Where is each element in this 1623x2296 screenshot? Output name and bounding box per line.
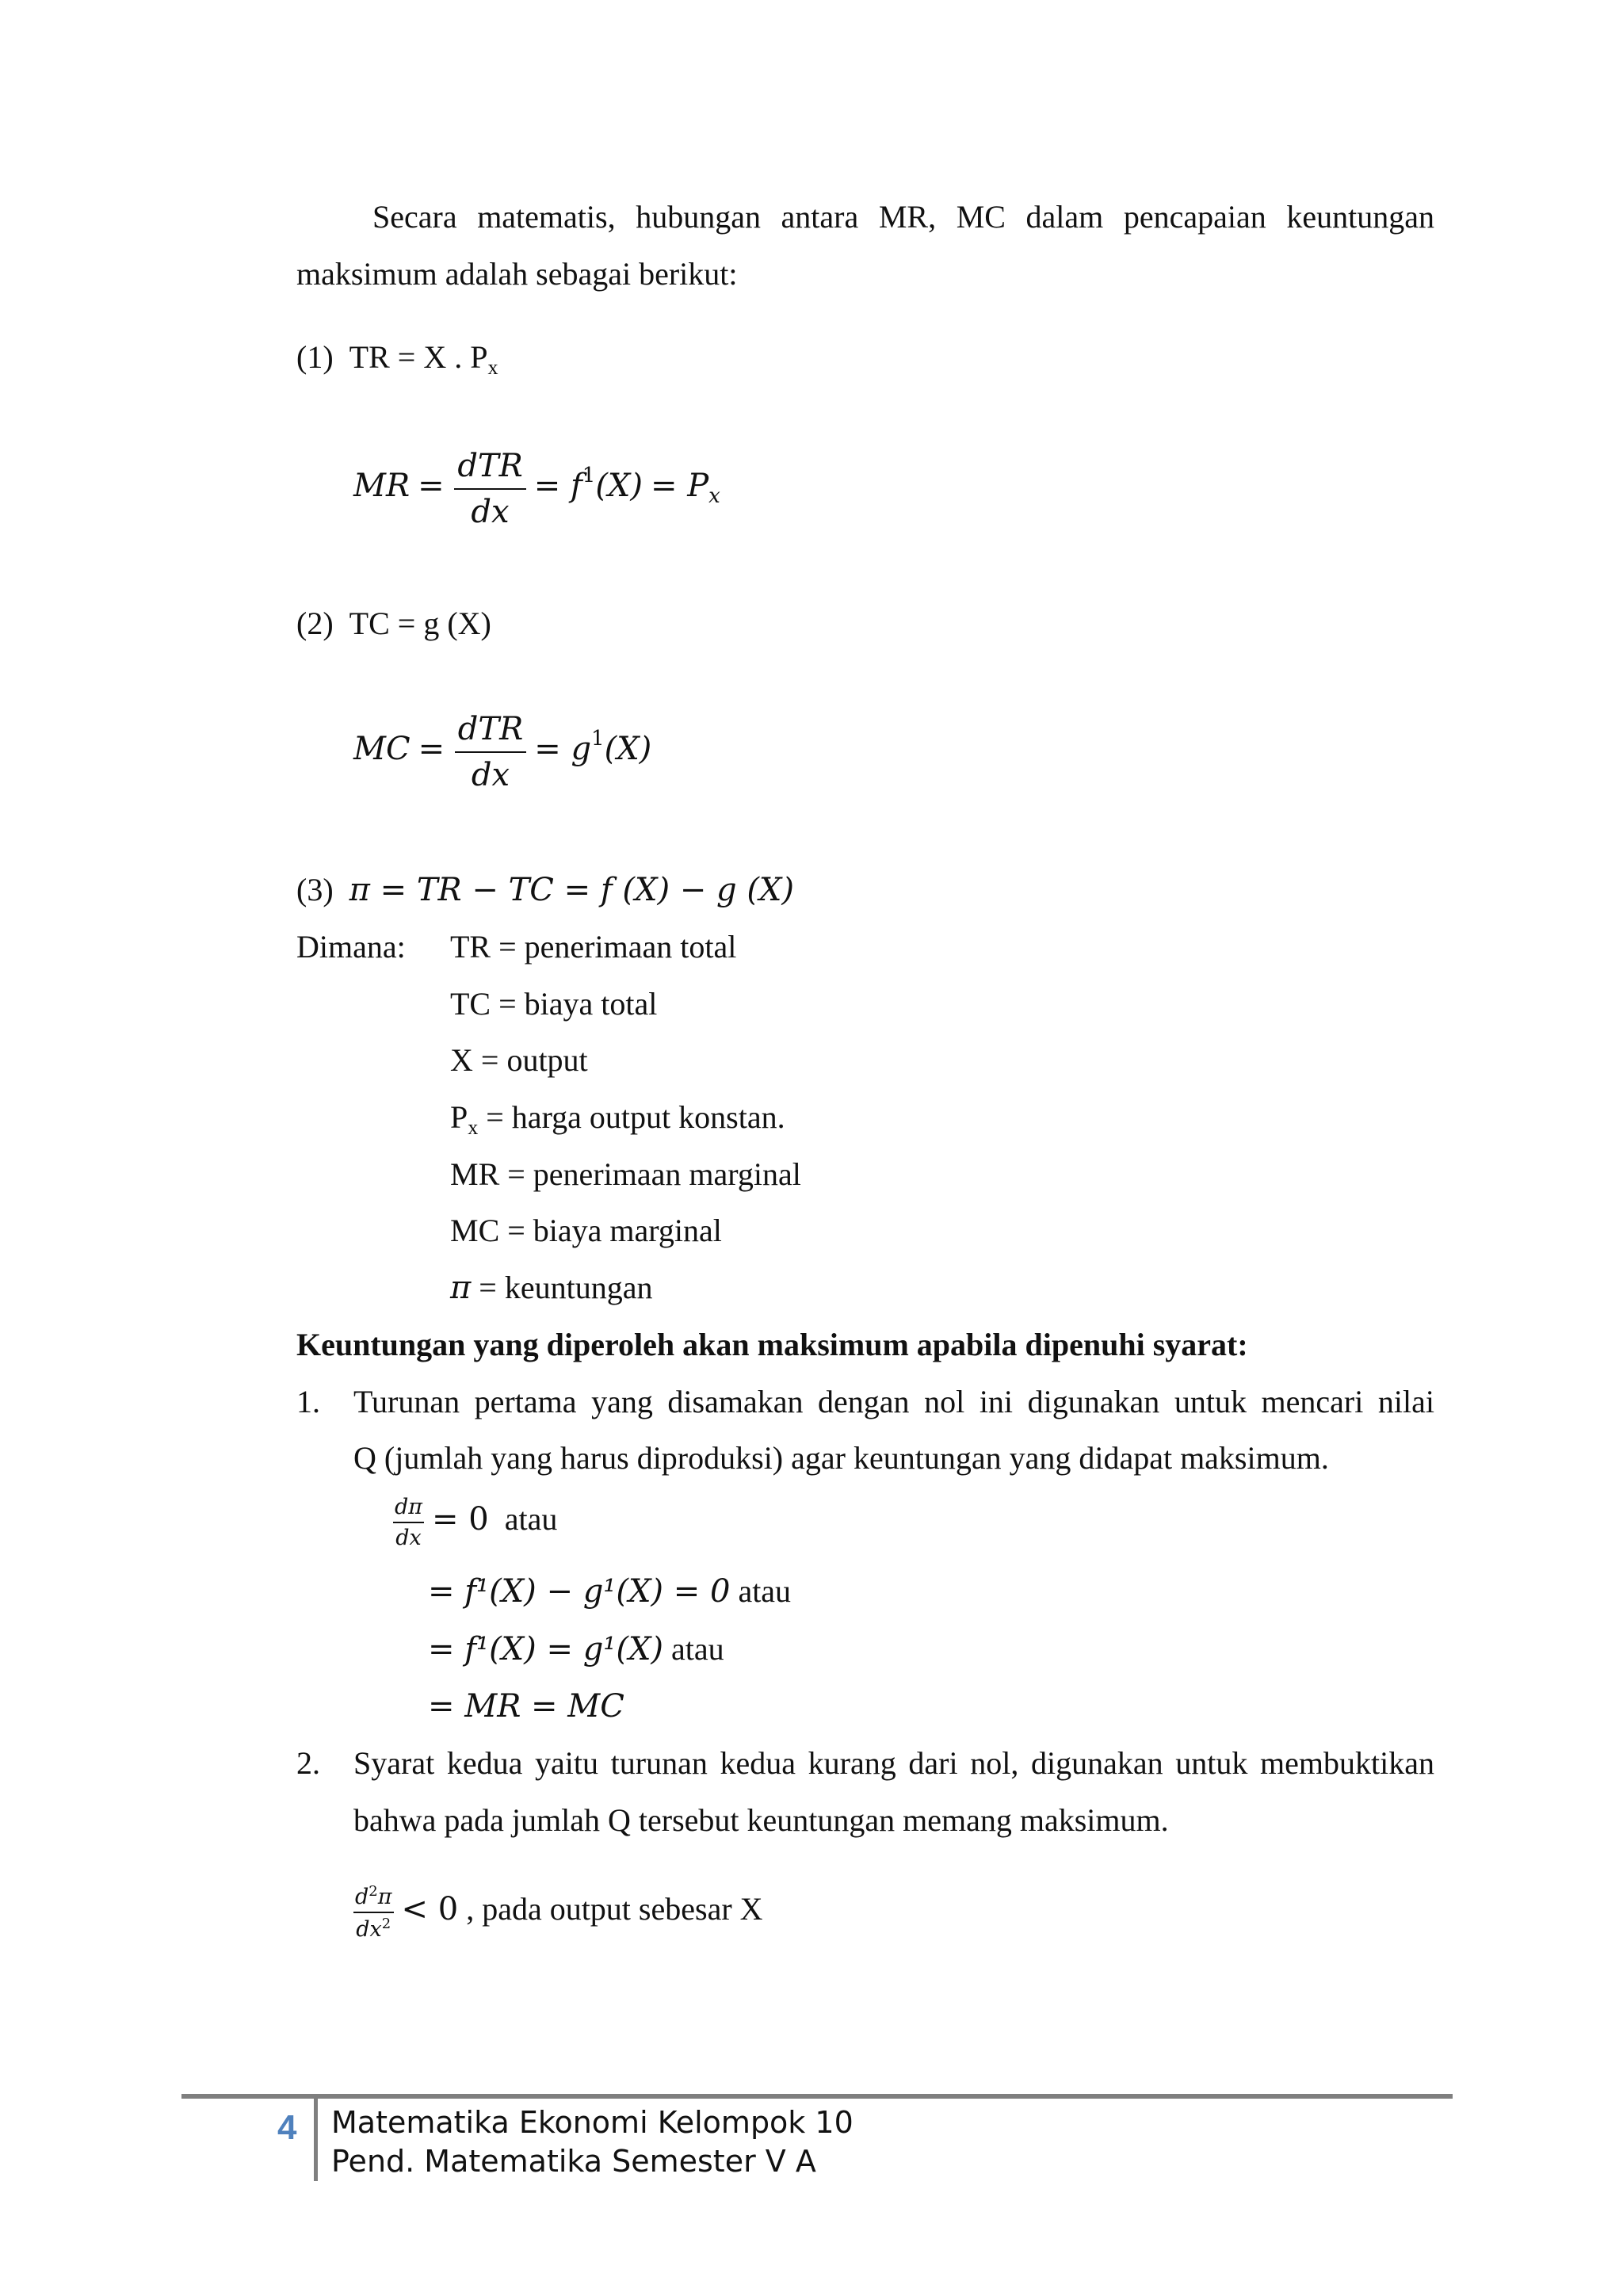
cond1-eq-d-expr: = MR = MC <box>428 1688 624 1725</box>
cond2-line-1: Syarat kedua yaitu turunan kedua kurang dari nol, digunakan untuk membuktikan <box>353 1745 1434 1781</box>
dpi-dx-fraction <box>393 1496 424 1549</box>
mr-fraction <box>454 450 525 528</box>
intro-line-2: maksimum adalah sebagai berikut: <box>296 256 738 292</box>
mr-fraction-num: dTR <box>454 450 525 490</box>
cond2-line-2: bahwa pada jumlah Q tersebut keuntungan memang maksimum. <box>353 1802 1169 1838</box>
dimana-label: Dimana: <box>296 929 406 965</box>
cond1-line-1: Turunan pertama yang disamakan dengan nol ini digunakan untuk mencari nilai <box>353 1384 1434 1419</box>
mr-f-sup: 1 <box>582 464 596 488</box>
cond1-eq-a <box>393 1496 557 1549</box>
dpi-dx-den: dx <box>395 1526 422 1550</box>
intro-line-1: Secara matematis, hubungan antara MR, MC dalam pencapaian keuntungan <box>372 199 1434 235</box>
px-sub: x <box>468 1116 479 1139</box>
cond1-eq-b <box>428 1573 792 1610</box>
cond2-eq-tail: , pada output sebesar X <box>466 1891 763 1927</box>
eq1-number: (1) <box>296 339 334 375</box>
footer-line-2: Pend. Matematika Semester V A <box>331 2144 816 2179</box>
mc-g-sup: 1 <box>591 727 605 751</box>
cond1-eq-a-atau: atau <box>504 1501 558 1538</box>
mr-f-arg: (X) <box>595 468 643 505</box>
dpi-dx-num: dπ <box>393 1496 424 1523</box>
mc-fraction-num: dTR <box>455 713 526 753</box>
eq2-statement <box>296 608 491 640</box>
cond1-eq-c <box>428 1631 724 1668</box>
footer-line-1: Matematika Ekonomi Kelompok 10 <box>331 2105 854 2140</box>
dimana-item-mr: MR = penerimaan marginal <box>450 1156 801 1192</box>
d2pi-dx2-fraction <box>353 1885 394 1940</box>
cond1-eq-b-expr: = f¹(X) − g¹(X) = 0 <box>428 1573 731 1610</box>
eq2-text: TC = g (X) <box>349 606 491 641</box>
conditions-heading: Keuntungan yang diperoleh akan maksimum apabila dipenuhi syarat: <box>296 1327 1248 1362</box>
mc-g: g <box>571 731 592 768</box>
pi-desc: = keuntungan <box>479 1270 653 1305</box>
dimana-item-mc: MC = biaya marginal <box>450 1213 722 1248</box>
mr-lhs: MR <box>353 468 411 505</box>
cond1-eq-d <box>428 1688 624 1725</box>
dimana-item-px <box>450 1099 785 1139</box>
eq3-number: (3) <box>296 872 334 907</box>
cond2-eq <box>353 1885 763 1940</box>
mc-fraction <box>455 713 526 791</box>
page-number: 4 <box>277 2108 297 2147</box>
cond1-eq-c-atau: atau <box>671 1631 724 1667</box>
cond2-eq-rest: < 0 <box>401 1891 459 1928</box>
eq1-text: TR = X . P <box>349 339 488 375</box>
dimana-item-pi <box>450 1272 652 1304</box>
dimana-item-tc: TC = biaya total <box>450 986 658 1022</box>
mc-fraction-den: dx <box>471 757 510 793</box>
mr-f: f <box>570 468 582 505</box>
px-symbol: P <box>450 1099 468 1135</box>
cond1-eq-a-value: = 0 <box>432 1501 489 1538</box>
cond1-number: 1. <box>296 1384 320 1419</box>
eq1-mr-formula: MR = $\frac{\text{dTR}}{dx}$ = $f^1(X) = P_x$ <box>353 448 720 530</box>
eq2-number: (2) <box>296 606 334 641</box>
dimana-item-tr: TR = penerimaan total <box>450 929 737 965</box>
cond1-eq-c-expr: = f¹(X) = g¹(X) <box>428 1631 664 1668</box>
dimana-item-x: X = output <box>450 1042 588 1078</box>
d2pi-dx2-den: $dx^2$ <box>356 1916 391 1942</box>
mc-lhs: MC <box>353 731 411 768</box>
pi-symbol: π <box>450 1270 472 1306</box>
mr-p-sub: x <box>708 484 720 509</box>
cond2-number: 2. <box>296 1745 320 1781</box>
eq3-statement <box>296 874 794 906</box>
eq3-expression: π = TR − TC = f (X) − g (X) <box>349 872 795 908</box>
mc-g-arg: (X) <box>604 731 652 768</box>
mr-p: P <box>687 468 709 505</box>
d2pi-dx2-num: $d^2\pi$ <box>353 1885 394 1913</box>
px-desc: = harga output konstan. <box>486 1099 785 1135</box>
eq1-statement <box>296 339 498 379</box>
cond1-line-2: Q (jumlah yang harus diproduksi) agar keuntungan yang didapat maksimum. <box>353 1440 1329 1476</box>
footer-rule <box>181 2094 1453 2099</box>
mr-fraction-den: dx <box>471 494 510 530</box>
cond1-eq-b-atau: atau <box>738 1573 792 1609</box>
eq1-text-sub: x <box>487 356 498 379</box>
footer-divider <box>314 2099 318 2181</box>
eq2-mc-formula: MC = $\frac{\text{dTR}}{dx}$ = $g^1(X)$ <box>353 711 652 793</box>
